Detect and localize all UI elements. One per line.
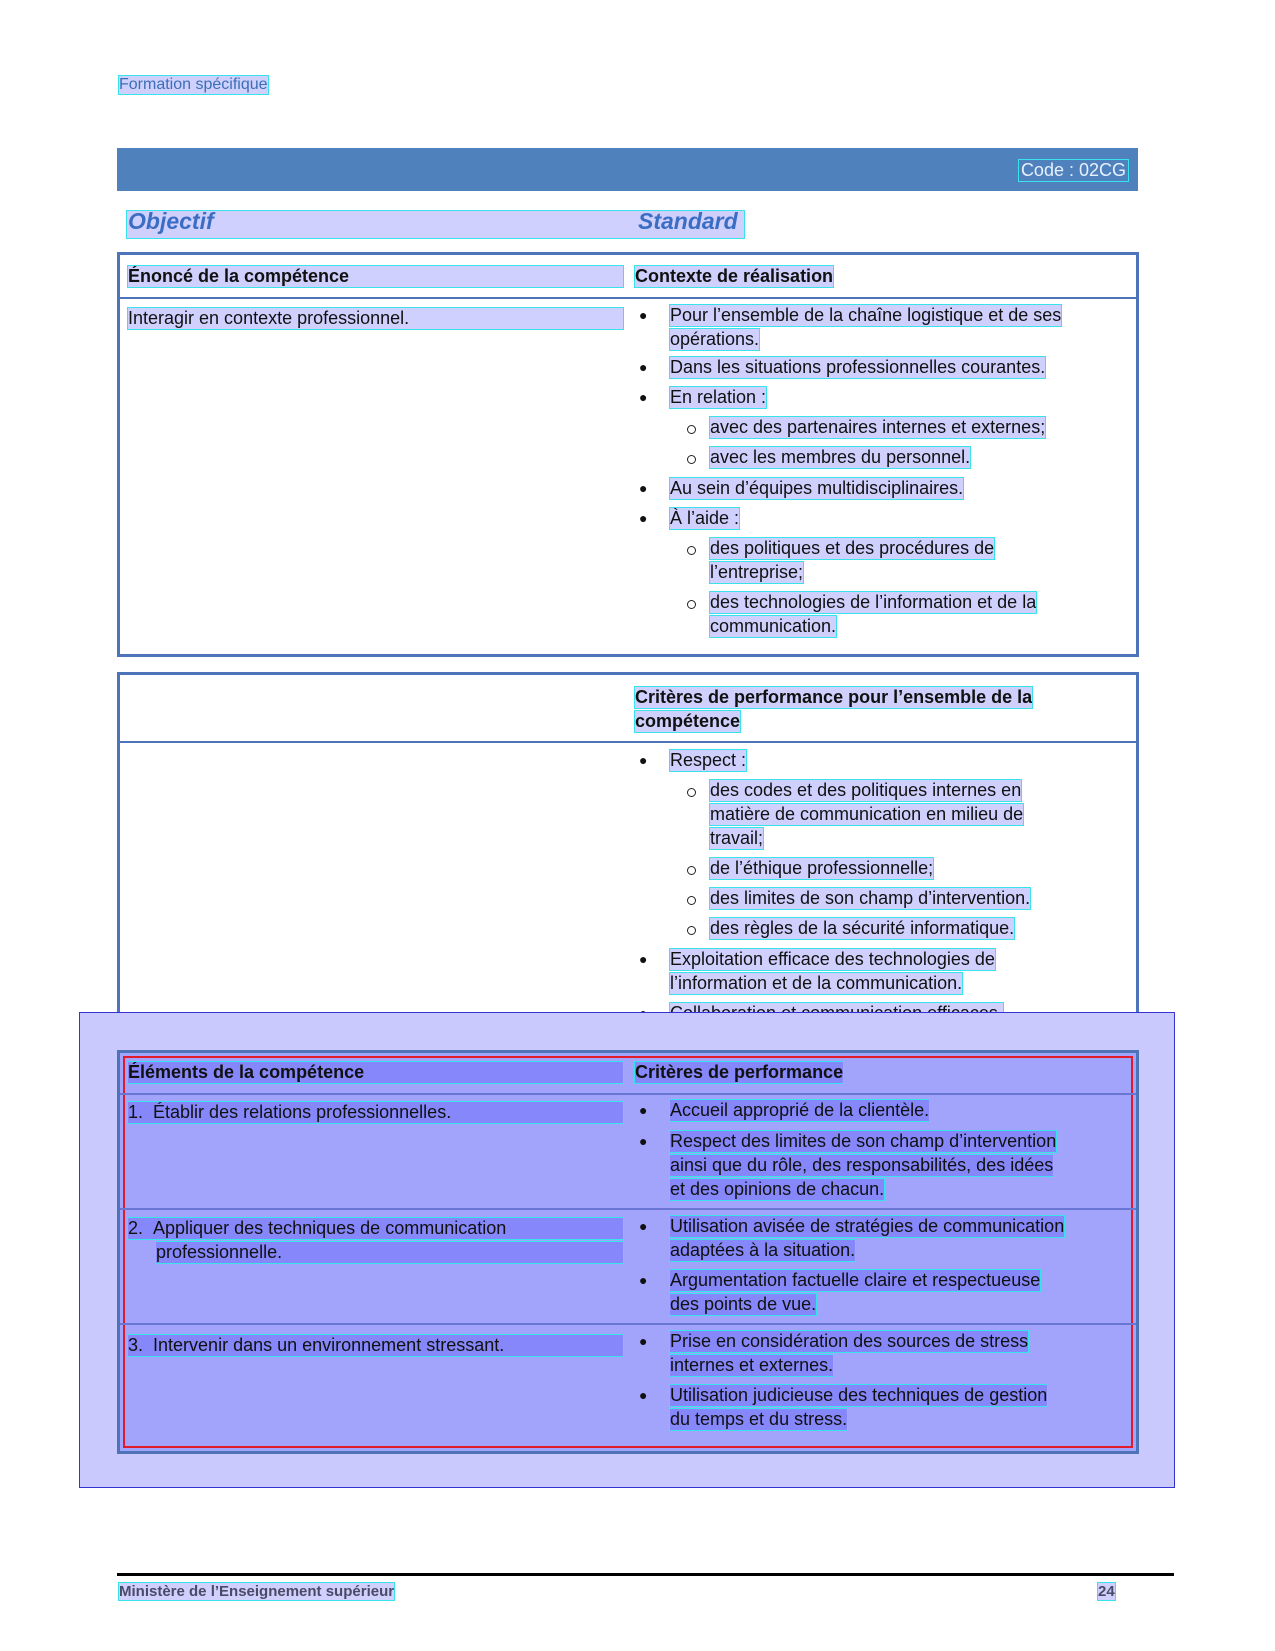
standard-label: Standard [638, 208, 738, 234]
objectif-label: Objectif [128, 208, 214, 234]
performance-criterion-cont: adaptées à la situation. [670, 1240, 856, 1260]
context-header: Contexte de réalisation [635, 266, 834, 286]
bullet-icon: ● [639, 307, 648, 323]
bullet-icon: ● [639, 480, 648, 496]
performance-criterion-cont: et des opinions de chacun. [670, 1179, 885, 1199]
bullet-icon: ● [639, 1133, 648, 1149]
global-criteria-header: Critères de performance pour l’ensemble de la [635, 687, 1033, 707]
context-subitem: avec des partenaires internes et externes; [710, 417, 1046, 437]
context-subitem: avec les membres du personnel. [710, 447, 971, 467]
criteria-subitem-cont: matière de communication en milieu de [710, 804, 1024, 824]
criteria-subitem: des codes et des politiques internes en [710, 780, 1022, 800]
circle-bullet-icon [687, 425, 696, 434]
performance-criterion: Utilisation judicieuse des techniques de gestion [670, 1385, 1048, 1405]
circle-bullet-icon [687, 926, 696, 935]
performance-criterion-cont: ainsi que du rôle, des responsabilités, des idées [670, 1155, 1054, 1175]
bullet-icon: ● [639, 1387, 648, 1403]
context-item: Pour l’ensemble de la chaîne logistique et de ses [670, 305, 1062, 325]
competency-statement-table [117, 252, 1139, 657]
context-item-cont: opérations. [670, 329, 760, 349]
document-header: Formation spécifique [119, 76, 268, 93]
element-text: Appliquer des techniques de communication [153, 1218, 507, 1238]
circle-bullet-icon [687, 455, 696, 464]
criteria-item-cont: l’information et de la communication. [670, 973, 963, 993]
bullet-icon: ● [639, 389, 648, 405]
criteria-subitem: des règles de la sécurité informatique. [710, 918, 1015, 938]
performance-criterion: Utilisation avisée de stratégies de communication [670, 1216, 1065, 1236]
context-subitem: des technologies de l’information et de la [710, 592, 1037, 612]
bullet-icon: ● [639, 1333, 648, 1349]
performance-criterion: Argumentation factuelle claire et respectueuse [670, 1270, 1041, 1290]
element-text: Intervenir dans un environnement stressant. [153, 1335, 505, 1355]
performance-criterion-cont: du temps et du stress. [670, 1409, 848, 1429]
divider [120, 1208, 1136, 1210]
criteria-subitem: de l’éthique professionnelle; [710, 858, 934, 878]
bullet-icon: ● [639, 752, 648, 768]
global-criteria-header-cont: compétence [635, 711, 741, 731]
bullet-icon: ● [639, 1102, 648, 1118]
circle-bullet-icon [687, 896, 696, 905]
context-item: En relation : [670, 387, 767, 407]
code-bar [117, 148, 1138, 191]
criteria-item: Respect : [670, 750, 747, 770]
performance-criterion: Respect des limites de son champ d’intervention [670, 1131, 1057, 1151]
circle-bullet-icon [687, 600, 696, 609]
performance-criterion-cont: des points de vue. [670, 1294, 817, 1314]
context-item: Dans les situations professionnelles courantes. [670, 357, 1046, 377]
context-item: À l’aide : [670, 508, 740, 528]
criteria-subitem: des limites de son champ d’intervention. [710, 888, 1031, 908]
performance-criterion: Prise en considération des sources de stress [670, 1331, 1029, 1351]
performance-criterion-cont: internes et externes. [670, 1355, 834, 1375]
bullet-icon: ● [639, 510, 648, 526]
footer-ministry: Ministère de l’Enseignement supérieur [119, 1583, 395, 1600]
context-item: Au sein d’équipes multidisciplinaires. [670, 478, 964, 498]
element-number: 3. [128, 1335, 144, 1355]
divider [120, 297, 1136, 299]
element-text: Établir des relations professionnelles. [153, 1102, 452, 1122]
bullet-icon: ● [639, 1272, 648, 1288]
competency-statement: Interagir en contexte professionnel. [128, 308, 623, 329]
page-number: 24 [1098, 1583, 1115, 1600]
footer-rule [117, 1573, 1174, 1576]
competency-code: Code : 02CG [1020, 160, 1126, 180]
circle-bullet-icon [687, 788, 696, 797]
element-text-cont: professionnelle. [156, 1242, 623, 1263]
criteria-item: Exploitation efficace des technologies de [670, 949, 995, 969]
divider [120, 741, 1136, 743]
element-item [128, 1102, 623, 1123]
element-item [128, 1335, 623, 1356]
competency-elements-table [117, 1050, 1139, 1454]
divider [120, 1093, 1136, 1095]
criteria-subitem-cont: travail; [710, 828, 764, 848]
circle-bullet-icon [687, 866, 696, 875]
bullet-icon: ● [639, 951, 648, 967]
bullet-icon: ● [639, 1218, 648, 1234]
element-number: 2. [128, 1218, 144, 1238]
element-number: 1. [128, 1102, 144, 1122]
context-subitem-cont: l’entreprise; [710, 562, 804, 582]
global-performance-criteria-table [117, 672, 1139, 1036]
performance-criterion: Accueil approprié de la clientèle. [670, 1100, 930, 1120]
statement-header: Énoncé de la compétence [128, 266, 623, 287]
element-item [128, 1218, 623, 1239]
elements-header: Éléments de la compétence [128, 1062, 623, 1083]
context-subitem: des politiques et des procédures de [710, 538, 995, 558]
context-subitem-cont: communication. [710, 616, 837, 636]
bullet-icon: ● [639, 359, 648, 375]
circle-bullet-icon [687, 546, 696, 555]
divider [120, 1323, 1136, 1325]
performance-header: Critères de performance [635, 1062, 844, 1082]
